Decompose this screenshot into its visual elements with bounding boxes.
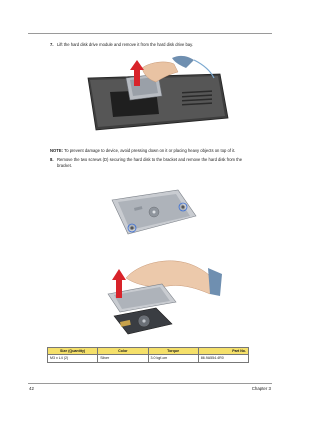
chapter-label: Chapter 3	[251, 386, 271, 391]
footer-rule	[28, 383, 272, 384]
table-cell-part-no: 86.9A554.4R0	[198, 355, 248, 362]
table-header-size: Size (Quantity)	[48, 348, 98, 355]
table-cell-color: Silver	[98, 355, 148, 362]
table-header-color: Color	[98, 348, 148, 355]
step-8-text-line1: Remove the two screws (D) securing the hard disk to the bracket and remove the hard disk from the	[57, 157, 243, 162]
note-label: NOTE:	[50, 148, 64, 153]
step-8-number: 8.	[50, 157, 54, 162]
table-header-part-no: Part No.	[198, 348, 248, 355]
table-cell-size: M3 x L4 (2)	[48, 355, 98, 362]
note	[50, 148, 235, 153]
table-row	[48, 355, 249, 362]
table-header-row	[48, 348, 249, 355]
step-8-text-line2: bracket.	[57, 162, 72, 168]
note-text: To prevent damage to device, avoid pressing down on it or placing heavy objects on top of it.	[63, 148, 236, 153]
figure-remove-hdd-from-bracket	[98, 254, 226, 340]
page-number: 42	[29, 386, 34, 391]
table-cell-torque: 3.0 kgf-cm	[148, 355, 198, 362]
step-7-number: 7.	[50, 42, 54, 47]
step-7-text: Lift the hard disk drive module and remove it from the hard disk drive bay.	[57, 42, 194, 47]
figure-bracket-screws	[104, 186, 200, 242]
figure-remove-hdd-module	[82, 52, 232, 134]
header-rule	[28, 33, 272, 34]
table-header-torque: Torque	[148, 348, 198, 355]
screw-table	[47, 347, 249, 363]
